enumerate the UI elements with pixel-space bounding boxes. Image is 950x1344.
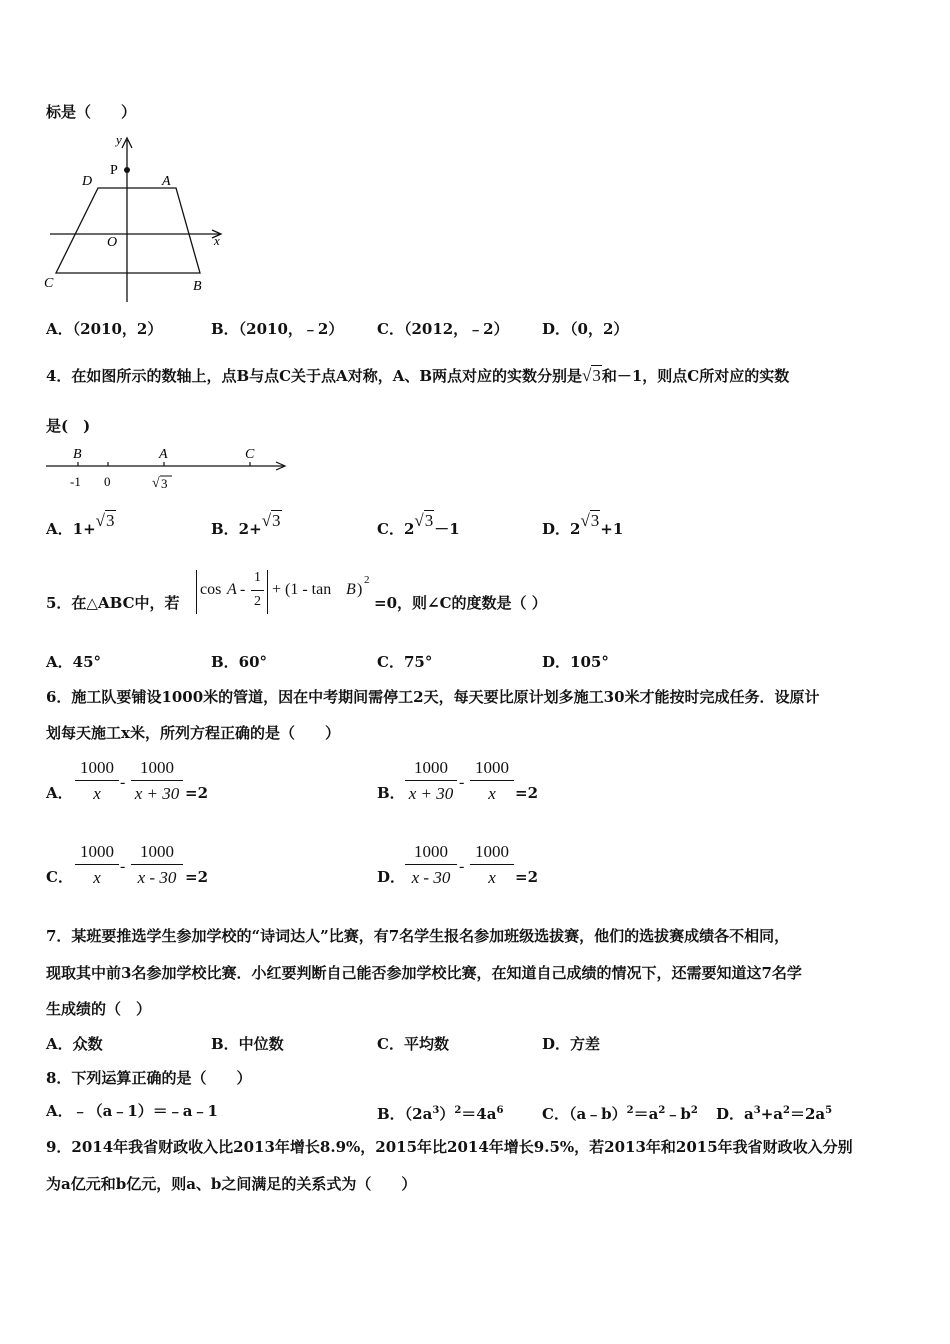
q7-option-d: D．方差 [542,1035,601,1053]
q5-option-c: C．75° [377,653,433,671]
fig-label-x: x [214,233,220,248]
q5-stem-pre: 5．在△ABC中，若 [46,594,180,612]
q7-stem-line2: 现取其中前3名参加学校比赛．小红要判断自己能否参加学校比赛，在知道自己成绩的情况下，还需要知道这7名学 [46,964,802,982]
q5-half-num: 1 [254,570,261,585]
q3-trapezoid-figure [40,130,230,310]
q7-option-b: B．中位数 [211,1035,284,1053]
q4-stem-line1 [46,367,789,385]
q3-stem-tail: 标是（ ） [46,103,137,121]
q3-option-c: C．（2012，﹣2） [377,320,509,338]
q5-angle-b: B [346,581,356,598]
q3-option-b: B．（2010，﹣2） [211,320,344,338]
q6-stem-line2: 划每天施工x米，所列方程正确的是（ ） [46,724,340,742]
q8-option-d: D．$a^3+a^2=2a^5$ [716,1105,833,1123]
q4-option-a: A．1+√3 [46,511,115,538]
fig-label-p: P [110,163,118,178]
nl-label-c: C [245,447,255,462]
q9-stem-line2: 为a亿元和b亿元，则a、b之间满足的关系式为（ ） [46,1175,417,1193]
q8-option-a: A．﹣（a﹣1）＝﹣a﹣1 [46,1102,218,1120]
q8-option-c: C．$(a﹣b)^2=a^2﹣b^2$ [542,1105,698,1123]
q4-option-c: C．2√3－1 [377,511,460,538]
q7-stem-line1: 7．某班要推选学生参加学校的“诗词达人”比赛，有7名学生报名参加班级选拔赛，他们的选拔赛成绩各不相同， [46,927,790,945]
fig-label-c: C [44,276,54,291]
q5-exponent: 2 [364,574,370,586]
nl-label-b: B [73,447,82,462]
nl-tick-0: 0 [104,474,111,489]
q5-formula [196,568,376,616]
q5-angle-a: A [227,581,237,598]
q5-cos: cos [200,581,222,598]
nl-tick-sqrt-sign: √ [152,476,160,491]
nl-tick-minus1: -1 [70,474,81,489]
q9-stem-line1: 9．2014年我省财政收入比2013年增长8.9%，2015年比2014年增长9.5%，若2013年和2015年我省财政收入分别 [46,1138,853,1156]
q8-option-b: B．$(2a^3)^2=4a^6$ [377,1105,504,1123]
q5-option-a: A．45° [46,653,102,671]
q4-option-d: D．2√3+1 [542,511,624,538]
nl-tick-sqrt3: 3 [161,476,168,491]
q5-minus: - [240,581,246,598]
nl-label-a: A [159,447,168,462]
fig-label-o: O [107,235,118,250]
q4-stem-part2: 和－1，则点C所对应的实数 [601,367,790,385]
q5-tan-part: + (1 - tan [272,581,332,598]
q4-stem-line2: 是( ) [46,417,91,435]
q8-stem: 8．下列运算正确的是（ ） [46,1069,252,1087]
q5-option-d: D．105° [542,653,609,671]
q3-option-a: A．（2010，2） [46,320,163,338]
q4-stem-sqrt: √3 [582,366,601,385]
q6-stem-line1: 6．施工队要铺设1000米的管道，因在中考期间需停工2天，每天要比原计划多施工30米才能按时完成任务．设原计 [46,688,820,706]
q4-number-line [40,440,295,500]
q5-half-den: 2 [254,594,261,609]
fig-label-y: y [116,132,122,147]
q7-stem-line3: 生成绩的（ ） [46,1000,152,1018]
q5-option-b: B．60° [211,653,268,671]
q3-option-d: D．（0，2） [542,320,629,338]
fig-label-b: B [193,279,202,294]
fig-label-a: A [162,174,171,189]
q5-stem-post: =0，则∠C的度数是（ ） [374,594,547,612]
q7-option-c: C．平均数 [377,1035,449,1053]
fig-label-d: D [82,174,93,189]
q5-close-paren: ) [357,581,363,598]
q7-option-a: A．众数 [46,1035,103,1053]
q4-stem-part1: 4．在如图所示的数轴上，点B与点C关于点A对称，A、B两点对应的实数分别是 [46,367,583,385]
q4-option-b: B．2+√3 [211,511,281,538]
